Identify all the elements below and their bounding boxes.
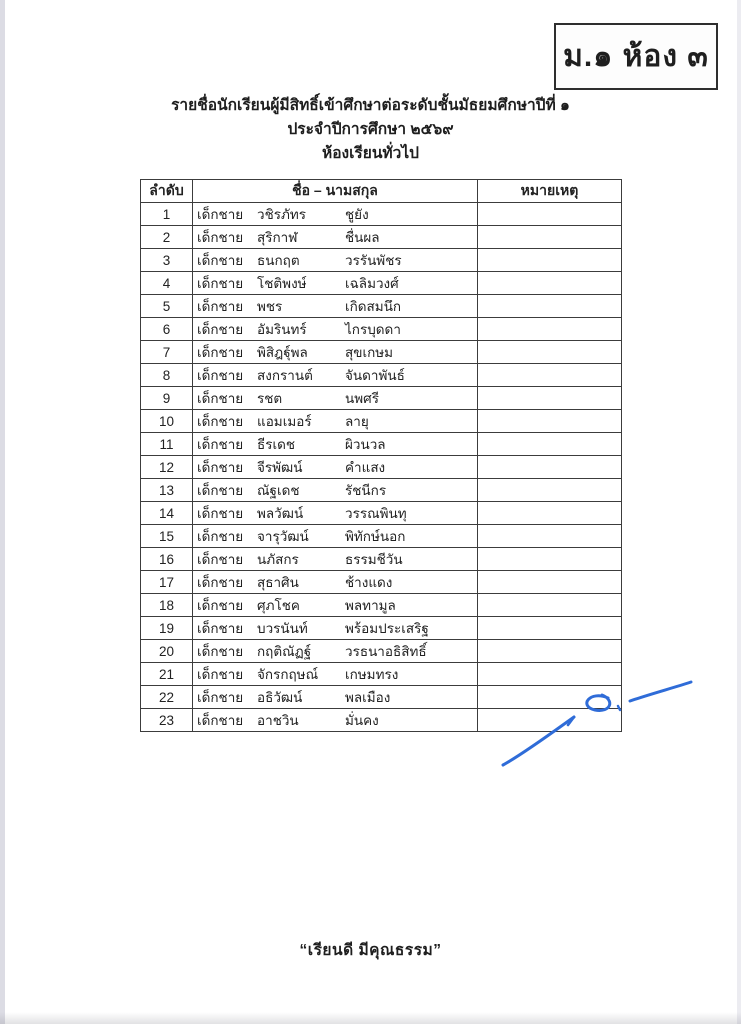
student-title-prefix: เด็กชาย (197, 575, 244, 590)
student-last-name: เกษมทรง (345, 667, 399, 682)
remark-cell (478, 433, 622, 456)
row-number: 19 (141, 617, 193, 640)
student-title-prefix: เด็กชาย (197, 506, 244, 521)
student-title-prefix: เด็กชาย (197, 621, 244, 636)
student-name-cell (193, 387, 478, 410)
student-first-name: สุธาศิน (257, 575, 299, 590)
row-number: 13 (141, 479, 193, 502)
table-row (141, 295, 622, 318)
student-first-name: รชต (257, 391, 283, 406)
student-name-cell (193, 433, 478, 456)
student-first-name: ณัฐเดช (257, 483, 300, 498)
table-row (141, 226, 622, 249)
student-title-prefix: เด็กชาย (197, 207, 244, 222)
row-number: 15 (141, 525, 193, 548)
student-title-prefix: เด็กชาย (197, 299, 244, 314)
student-first-name: พิสิฎฐุ์พล (257, 345, 308, 360)
signature (478, 662, 713, 787)
student-name-cell (193, 272, 478, 295)
student-title-prefix: เด็กชาย (197, 368, 244, 383)
row-number: 23 (141, 709, 193, 732)
remark-cell (478, 571, 622, 594)
document-header (0, 94, 741, 166)
table-row (141, 341, 622, 364)
remark-cell (478, 456, 622, 479)
student-last-name: ลายุ (345, 414, 369, 429)
student-name-cell (193, 295, 478, 318)
student-last-name: คำแสง (345, 460, 386, 475)
student-name-cell (193, 410, 478, 433)
student-name-cell (193, 456, 478, 479)
row-number: 12 (141, 456, 193, 479)
row-number: 21 (141, 663, 193, 686)
student-first-name: อธิวัฒน์ (257, 690, 303, 705)
table-row (141, 571, 622, 594)
student-last-name: ชื่นผล (345, 230, 380, 245)
student-name-cell (193, 617, 478, 640)
student-first-name: นภัสกร (257, 552, 299, 567)
remark-cell (478, 525, 622, 548)
document-title: รายชื่อนักเรียนผู้มีสิทธิ์เข้าศึกษาต่อระดับชั้นมัธยมศึกษาปีที่ ๑ (171, 97, 570, 114)
student-name-cell (193, 203, 478, 226)
student-title-prefix: เด็กชาย (197, 644, 244, 659)
remark-cell (478, 318, 622, 341)
class-stamp-label: ม.๑ ห้อง ๓ (563, 40, 709, 73)
table-row (141, 203, 622, 226)
table-row (141, 387, 622, 410)
row-number: 20 (141, 640, 193, 663)
student-name-cell (193, 502, 478, 525)
remark-cell (478, 295, 622, 318)
student-name-cell (193, 709, 478, 732)
academic-year-line: ประจำปีการศึกษา ๒๕๖๙ (287, 121, 454, 138)
row-number: 17 (141, 571, 193, 594)
student-first-name: อัมรินทร์ (257, 322, 307, 337)
col-header-name: ชื่อ – นามสกุล (193, 180, 478, 203)
student-last-name: พลทามูล (345, 598, 396, 613)
student-last-name: จันดาพันธ์ (345, 368, 405, 383)
signature-loop (587, 695, 610, 710)
student-last-name: วรรันพัชร (345, 253, 402, 268)
student-title-prefix: เด็กชาย (197, 552, 244, 567)
student-last-name: ไกรบุดดา (345, 322, 401, 337)
student-first-name: กฤติณัฏฐ์ (257, 644, 312, 659)
remark-cell (478, 594, 622, 617)
student-title-prefix: เด็กชาย (197, 667, 244, 682)
student-last-name: วรธนาอธิสิทธิ์ (345, 644, 427, 659)
school-motto: “เรียนดี มีคุณธรรม” (299, 942, 442, 959)
remark-cell (478, 387, 622, 410)
signature-dot (618, 706, 620, 710)
table-row (141, 548, 622, 571)
remark-cell (478, 203, 622, 226)
student-first-name: บวรนันท์ (257, 621, 308, 636)
student-title-prefix: เด็กชาย (197, 253, 244, 268)
student-last-name: สุขเกษม (345, 345, 394, 360)
student-last-name: ผิวนวล (345, 437, 386, 452)
student-name-cell (193, 226, 478, 249)
student-first-name: ศุภโชค (257, 598, 300, 613)
student-name-cell (193, 686, 478, 709)
table-row (141, 617, 622, 640)
student-title-prefix: เด็กชาย (197, 713, 244, 728)
signature-long-stroke (503, 717, 574, 765)
student-first-name: แอมเมอร์ (257, 414, 312, 429)
student-first-name: สงกรานต์ (257, 368, 313, 383)
remark-cell (478, 272, 622, 295)
student-first-name: ธีรเดช (257, 437, 296, 452)
student-title-prefix: เด็กชาย (197, 276, 244, 291)
row-number: 1 (141, 203, 193, 226)
student-first-name: สุริกาฬ (257, 230, 298, 245)
table-row (141, 502, 622, 525)
row-number: 8 (141, 364, 193, 387)
student-last-name: พิทักษ์นอก (345, 529, 406, 544)
student-table-body (141, 203, 622, 732)
row-number: 16 (141, 548, 193, 571)
table-row (141, 525, 622, 548)
row-number: 3 (141, 249, 193, 272)
row-number: 7 (141, 341, 193, 364)
student-last-name: ชูยัง (345, 207, 369, 222)
student-last-name: ช้างแดง (345, 575, 393, 590)
student-title-prefix: เด็กชาย (197, 414, 244, 429)
col-header-remark: หมายเหตุ (478, 180, 622, 203)
remark-cell (478, 479, 622, 502)
row-number: 14 (141, 502, 193, 525)
student-name-cell (193, 571, 478, 594)
student-title-prefix: เด็กชาย (197, 322, 244, 337)
row-number: 18 (141, 594, 193, 617)
student-title-prefix: เด็กชาย (197, 483, 244, 498)
remark-cell (478, 226, 622, 249)
table-row (141, 410, 622, 433)
student-name-cell (193, 341, 478, 364)
student-name-cell (193, 318, 478, 341)
student-title-prefix: เด็กชาย (197, 690, 244, 705)
student-first-name: พลวัฒน์ (257, 506, 304, 521)
remark-cell (478, 640, 622, 663)
student-name-cell (193, 594, 478, 617)
student-first-name: จักรกฤษณ์ (257, 667, 319, 682)
row-number: 9 (141, 387, 193, 410)
student-last-name: รัชนีกร (345, 483, 387, 498)
student-name-cell (193, 548, 478, 571)
table-row (141, 479, 622, 502)
student-title-prefix: เด็กชาย (197, 391, 244, 406)
table-header-row (141, 180, 622, 203)
remark-cell (478, 341, 622, 364)
table-row (141, 456, 622, 479)
remark-cell (478, 410, 622, 433)
student-first-name: จารุวัฒน์ (257, 529, 309, 544)
student-last-name: พร้อมประเสริฐ (345, 621, 429, 636)
student-name-cell (193, 249, 478, 272)
student-first-name: อาชวิน (257, 713, 299, 728)
row-number: 11 (141, 433, 193, 456)
student-last-name: พลเมือง (345, 690, 391, 705)
student-title-prefix: เด็กชาย (197, 345, 244, 360)
student-last-name: วรรณพินทุ (345, 506, 407, 521)
remark-cell (478, 617, 622, 640)
student-last-name: มั่นคง (345, 713, 379, 728)
remark-cell (478, 502, 622, 525)
classroom-type-line: ห้องเรียนทั่วไป (322, 145, 419, 162)
student-first-name: วชิรภัทร (257, 207, 307, 222)
remark-cell (478, 548, 622, 571)
student-name-cell (193, 364, 478, 387)
student-last-name: เฉลิมวงศ์ (345, 276, 399, 291)
student-name-cell (193, 640, 478, 663)
row-number: 22 (141, 686, 193, 709)
student-title-prefix: เด็กชาย (197, 230, 244, 245)
student-last-name: เกิดสมนึก (345, 299, 402, 314)
row-number: 6 (141, 318, 193, 341)
student-last-name: นพศรี (345, 391, 379, 406)
photo-edge-bottom (0, 1012, 741, 1024)
student-title-prefix: เด็กชาย (197, 460, 244, 475)
table-row (141, 433, 622, 456)
table-row (141, 318, 622, 341)
student-name-cell (193, 663, 478, 686)
row-number: 4 (141, 272, 193, 295)
student-first-name: จีรพัฒน์ (257, 460, 303, 475)
student-first-name: พชร (257, 299, 283, 314)
signature-right-stroke (630, 682, 691, 701)
table-row (141, 272, 622, 295)
table-row (141, 249, 622, 272)
student-title-prefix: เด็กชาย (197, 437, 244, 452)
row-number: 2 (141, 226, 193, 249)
student-name-cell (193, 479, 478, 502)
student-table (140, 179, 622, 732)
table-row (141, 640, 622, 663)
remark-cell (478, 249, 622, 272)
student-first-name: ธนกฤต (257, 253, 300, 268)
class-stamp-box (554, 23, 718, 90)
remark-cell (478, 364, 622, 387)
student-name-cell (193, 525, 478, 548)
table-row (141, 594, 622, 617)
row-number: 10 (141, 410, 193, 433)
student-title-prefix: เด็กชาย (197, 598, 244, 613)
student-first-name: โชติพงษ์ (257, 276, 307, 291)
col-header-index: ลำดับ (141, 180, 193, 203)
student-last-name: ธรรมชีวัน (345, 552, 403, 567)
student-title-prefix: เด็กชาย (197, 529, 244, 544)
table-row (141, 364, 622, 387)
row-number: 5 (141, 295, 193, 318)
